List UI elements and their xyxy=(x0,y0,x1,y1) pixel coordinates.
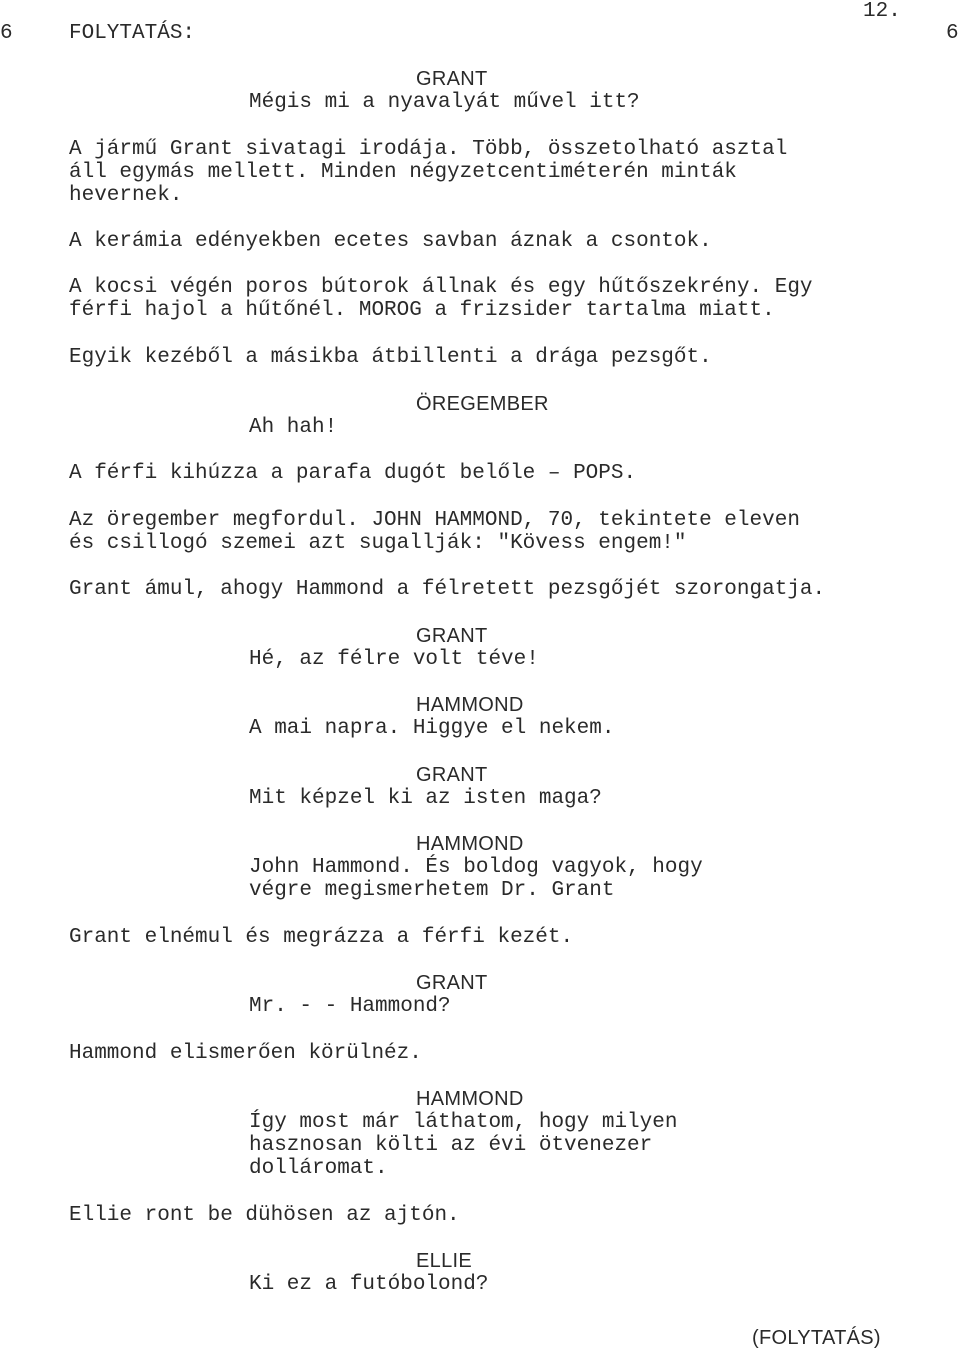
dialogue-line: Hé, az félre volt téve! xyxy=(249,648,539,671)
action-line: Grant elnémul és megrázza a férfi kezét. xyxy=(69,926,574,949)
dialogue-line: A mai napra. Higgye el nekem. xyxy=(249,717,615,740)
action-line: Az öregember megfordul. JOHN HAMMOND, 70, tekintete eleven xyxy=(69,509,800,532)
character-name: GRANT xyxy=(416,625,488,647)
action-line: A kocsi végén poros bútorok állnak és egy hűtőszekrény. Egy xyxy=(69,276,813,299)
continued-header: FOLYTATÁS: xyxy=(69,22,196,45)
dialogue-line: Mit képzel ki az isten maga? xyxy=(249,787,602,810)
action-line: és csillogó szemei azt sugallják: "Kövess engem!" xyxy=(69,532,687,555)
action-line: Grant ámul, ahogy Hammond a félretett pezsgőjét szorongatja. xyxy=(69,578,826,601)
action-line: Egyik kezéből a másikba átbillenti a drága pezsgőt. xyxy=(69,346,712,369)
character-name: ELLIE xyxy=(416,1250,472,1272)
dialogue-line: Mégis mi a nyavalyát művel itt? xyxy=(249,91,640,114)
action-line: Ellie ront be dühösen az ajtón. xyxy=(69,1204,460,1227)
dialogue-line: végre megismerhetem Dr. Grant xyxy=(249,879,615,902)
action-line: Hammond elismerően körülnéz. xyxy=(69,1042,422,1065)
dialogue-line: John Hammond. És boldog vagyok, hogy xyxy=(249,856,703,879)
scene-number-right: 6 xyxy=(946,22,959,45)
dialogue-line: dolláromat. xyxy=(249,1157,388,1180)
character-name: HAMMOND xyxy=(416,1088,524,1110)
continued-footer: (FOLYTATÁS) xyxy=(752,1327,881,1349)
dialogue-line: hasznosan költi az évi ötvenezer xyxy=(249,1134,653,1157)
character-name: HAMMOND xyxy=(416,694,524,716)
character-name: GRANT xyxy=(416,68,488,90)
character-name: GRANT xyxy=(416,972,488,994)
dialogue-line: Ah hah! xyxy=(249,416,338,439)
scene-number-left: 6 xyxy=(0,22,13,45)
dialogue-line: Mr. - - Hammond? xyxy=(249,995,451,1018)
action-line: A jármű Grant sivatagi irodája. Több, összetolható asztal xyxy=(69,138,788,161)
action-line: A kerámia edényekben ecetes savban áznak a csontok. xyxy=(69,230,712,253)
action-line: hevernek. xyxy=(69,184,183,207)
action-line: férfi hajol a hűtőnél. MOROG a frizsider tartalma miatt. xyxy=(69,299,775,322)
dialogue-line: Így most már láthatom, hogy milyen xyxy=(249,1111,678,1134)
character-name: GRANT xyxy=(416,764,488,786)
character-name: HAMMOND xyxy=(416,833,524,855)
dialogue-line: Ki ez a futóbolond? xyxy=(249,1273,489,1296)
action-line: áll egymás mellett. Minden négyzetcentiméterén minták xyxy=(69,161,737,184)
page-number: 12. xyxy=(863,0,901,23)
character-name: ÖREGEMBER xyxy=(416,393,549,415)
action-line: A férfi kihúzza a parafa dugót belőle – POPS. xyxy=(69,462,637,485)
